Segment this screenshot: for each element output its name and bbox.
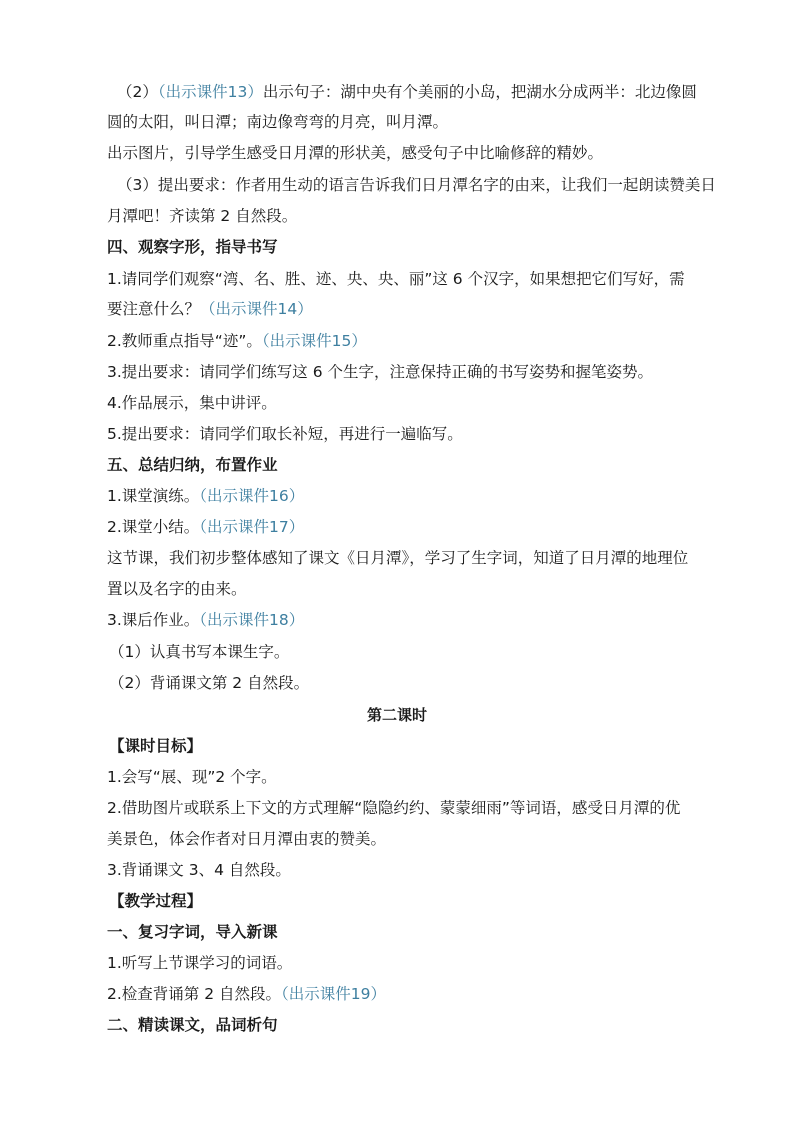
section-heading: 五、总结归纳，布置作业 (107, 456, 278, 474)
paragraph-line: 4.作品展示，集中讲评。 (107, 394, 277, 412)
paragraph-line (107, 486, 719, 506)
courseware-ref: （出示课件19） (281, 985, 386, 1003)
courseware-ref: （出示课件14） (200, 300, 313, 318)
paragraph-line: 美景色，体会作者对日月潭由衷的赞美。 (107, 830, 387, 848)
paragraph-line (107, 331, 719, 351)
paragraph-line: （3）提出要求：作者用生动的语言告诉我们日月潭名字的由来，让我们一起朗读赞美日 (117, 176, 716, 194)
paragraph-line: （2）背诵课文第 2 自然段。 (109, 674, 310, 692)
section-heading: 二、精读课文，品词析句 (107, 1016, 278, 1034)
paragraph-line (107, 610, 719, 630)
paragraph-line: 这节课，我们初步整体感知了课文《日月潭》，学习了生字词，知道了日月潭的地理位 (107, 549, 689, 567)
courseware-ref: （出示课件16） (199, 487, 305, 505)
line-text: 2.教师重点指导“迹”。 (107, 332, 262, 350)
lesson-heading: 第二课时 (366, 706, 427, 724)
paragraph-line: 出示图片，引导学生感受日月潭的形状美，感受句子中比喻修辞的精妙。 (107, 144, 604, 162)
line-text: 3.课后作业。 (107, 611, 200, 629)
paragraph-line: 2.借助图片或联系上下文的方式理解“隐隐约约、蒙蒙细雨”等词语，感受日月潭的优 (107, 799, 681, 817)
line-text: 2.检查背诵第 2 自然段。 (107, 985, 282, 1003)
paragraph-line: 5.提出要求：请同学们取长补短，再进行一遍临写。 (107, 425, 463, 443)
paragraph-line (117, 82, 729, 102)
courseware-ref: （出示课件13） (157, 83, 263, 101)
paragraph-line: 月潭吧！齐读第 2 自然段。 (107, 207, 298, 225)
paragraph-line: 3.背诵课文 3、4 自然段。 (107, 861, 291, 879)
paragraph-line (107, 299, 719, 319)
paragraph-line: 1.会写“展、现”2 个字。 (107, 768, 277, 786)
courseware-ref: （出示课件15） (261, 332, 367, 350)
paragraph-line: 3.提出要求：请同学们练写这 6 个生字，注意保持正确的书写姿势和握笔姿势。 (107, 363, 654, 381)
line-text: 出示句子：湖中央有个美丽的小岛，把湖水分成两半：北边像圆 (262, 83, 697, 101)
courseware-ref: （出示课件17） (199, 518, 305, 536)
paragraph-line: 圆的太阳，叫日潭；南边像弯弯的月亮，叫月潭。 (107, 113, 449, 131)
courseware-ref: （出示课件18） (199, 611, 305, 629)
paragraph-line (107, 517, 719, 537)
paragraph-line: 1.听写上节课学习的词语。 (107, 954, 293, 972)
line-text: 要注意什么？ (107, 300, 201, 318)
paragraph-line: （1）认真书写本课生字。 (109, 643, 290, 661)
line-text: （2） (117, 83, 158, 101)
paragraph-line (107, 984, 719, 1004)
line-text: 2.课堂小结。 (107, 518, 200, 536)
line-text: 1.课堂演练。 (107, 487, 200, 505)
paragraph-line: 1.请同学们观察“湾、名、胜、迹、央、央、丽”这 6 个汉字，如果想把它们写好，需 (107, 270, 685, 288)
section-heading: 四、观察字形，指导书写 (107, 238, 278, 256)
section-heading: 一、复习字词，导入新课 (107, 923, 278, 941)
section-label: 【课时目标】 (109, 737, 203, 755)
paragraph-line: 置以及名字的由来。 (107, 580, 247, 598)
section-label: 【教学过程】 (109, 892, 203, 910)
